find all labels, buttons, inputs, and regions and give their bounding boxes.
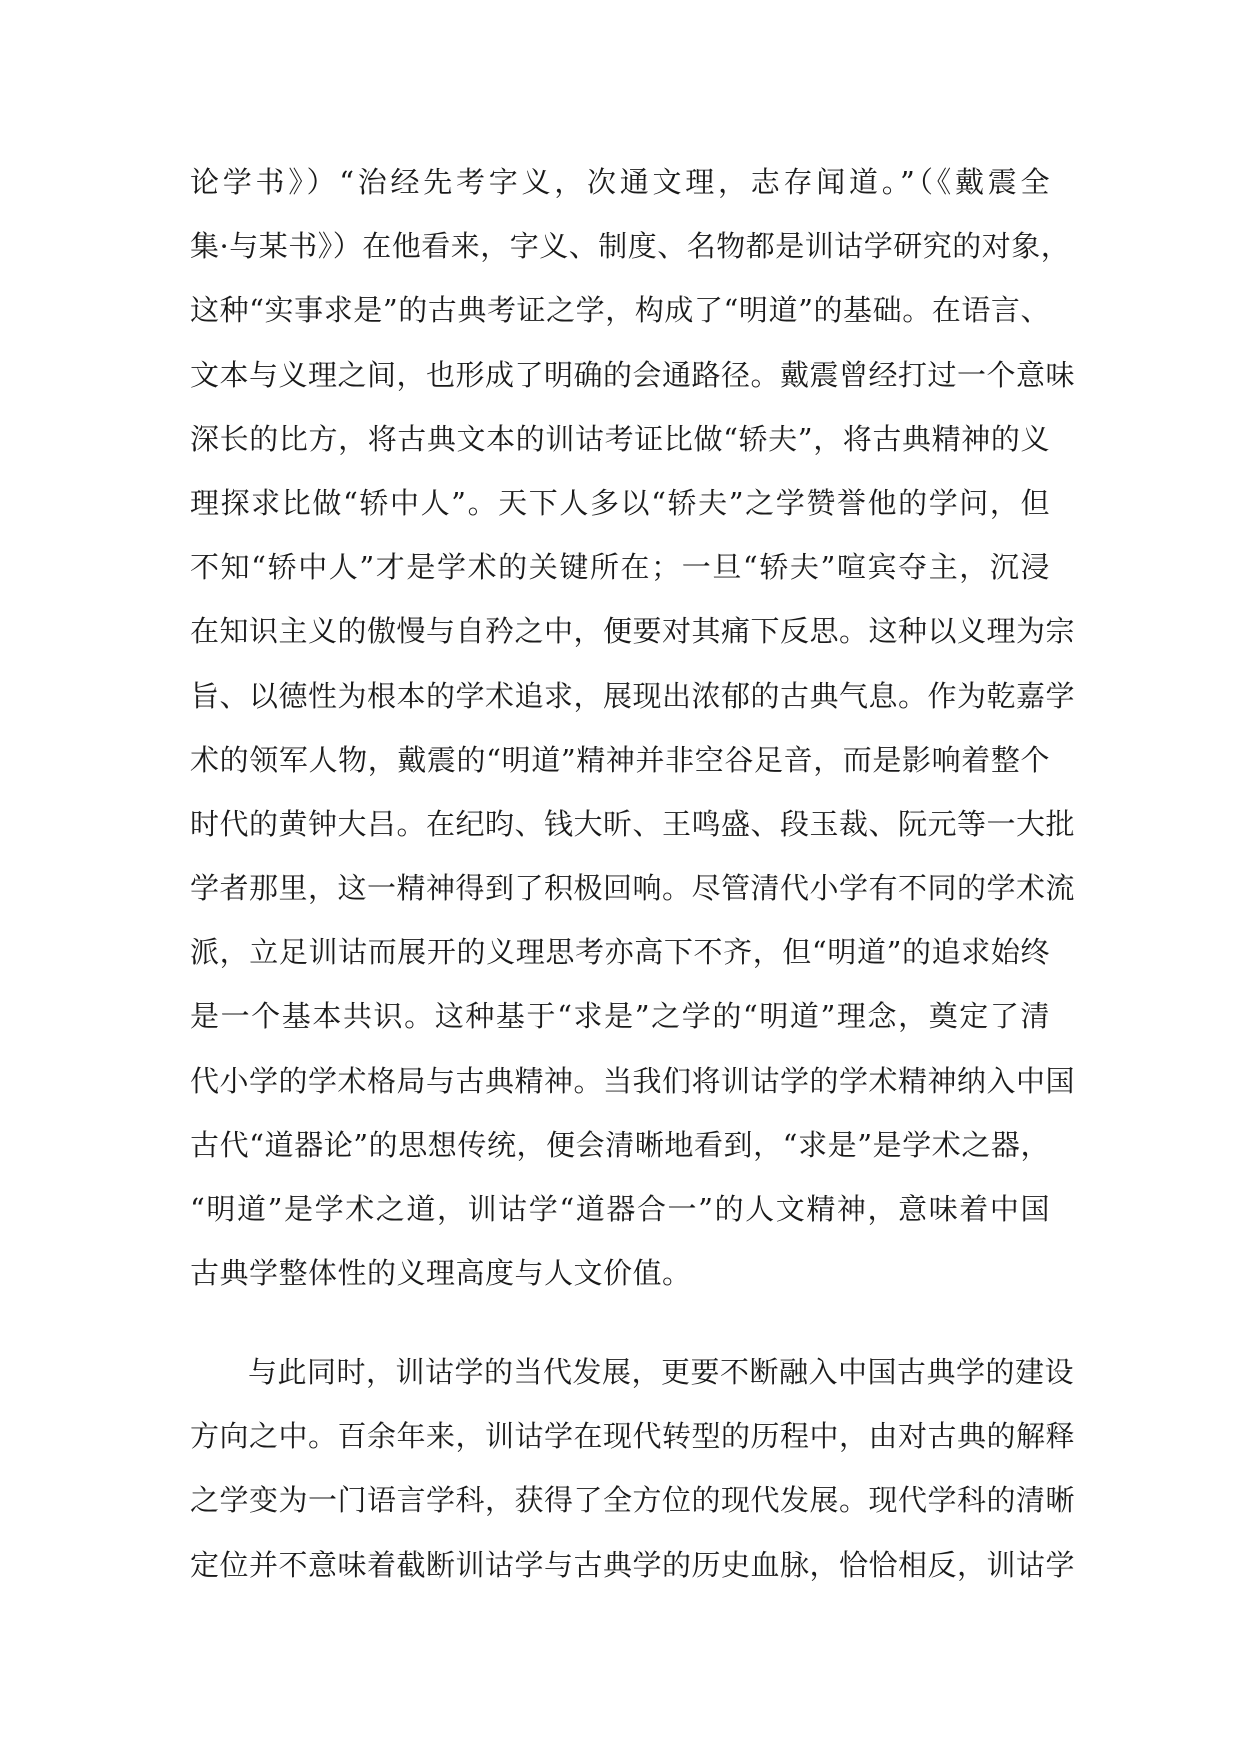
text-line: 方向之中。百余年来，训诂学在现代转型的历程中，由对古典的解释 xyxy=(190,1419,1076,1454)
text-line: 时代的黄钟大吕。在纪昀、钱大昕、王鸣盛、段玉裁、阮元等一大批 xyxy=(190,806,1076,841)
text-line: 之学变为一门语言学科，获得了全方位的现代发展。现代学科的清晰 xyxy=(190,1483,1076,1518)
text-line: 集·与某书》）在他看来，字义、制度、名物都是训诂学研究的对象， xyxy=(190,229,1071,264)
text-line: 论学书》）“治经先考字义，次通文理，志存闻道。”（《戴震全 xyxy=(190,165,1050,199)
text-line: 学者那里，这一精神得到了积极回响。尽管清代小学有不同的学术流 xyxy=(190,871,1076,906)
text-line: 派，立足训诂而展开的义理思考亦高下不齐，但“明道”的追求始终 xyxy=(190,935,1050,970)
paragraph-1 xyxy=(190,150,1076,1305)
text-line: 定位并不意味着截断训诂学与古典学的历史血脉，恰恰相反，训诂学 xyxy=(190,1547,1076,1582)
text-line: 深长的比方，将古典文本的训诂考证比做“轿夫”，将古典精神的义 xyxy=(190,421,1050,456)
text-line: 古代“道器论”的思想传统，便会清晰地看到，“求是”是学术之器， xyxy=(190,1127,1050,1162)
text-line: 理探求比做“轿中人”。天下人多以“轿夫”之学赞誉他的学问，但 xyxy=(190,485,1050,520)
text-line: 旨、以德性为根本的学术追求，展现出浓郁的古典气息。作为乾嘉学 xyxy=(190,678,1076,713)
text-line: “明道”是学术之道，训诂学“道器合一”的人文精神，意味着中国 xyxy=(190,1192,1050,1226)
text-line: 古典学整体性的义理高度与人文价值。 xyxy=(190,1256,692,1291)
text-line: 是一个基本共识。这种基于“求是”之学的“明道”理念，奠定了清 xyxy=(190,999,1050,1034)
text-line: 文本与义理之间，也形成了明确的会通路径。戴震曾经打过一个意味 xyxy=(190,357,1076,392)
text-line: 代小学的学术格局与古典精神。当我们将训诂学的学术精神纳入中国 xyxy=(190,1063,1076,1098)
text-line: 在知识主义的傲慢与自矜之中，便要对其痛下反思。这种以义理为宗 xyxy=(190,614,1076,649)
paragraph-2 xyxy=(190,1340,1076,1597)
text-line: 与此同时，训诂学的当代发展，更要不断融入中国古典学的建设 xyxy=(248,1355,1075,1389)
text-line: 这种“实事求是”的古典考证之学，构成了“明道”的基础。在语言、 xyxy=(190,293,1050,328)
text-line: 不知“轿中人”才是学术的关键所在；一旦“轿夫”喧宾夺主，沉浸 xyxy=(190,550,1050,585)
text-line: 术的领军人物，戴震的“明道”精神并非空谷足音，而是影响着整个 xyxy=(190,742,1050,777)
